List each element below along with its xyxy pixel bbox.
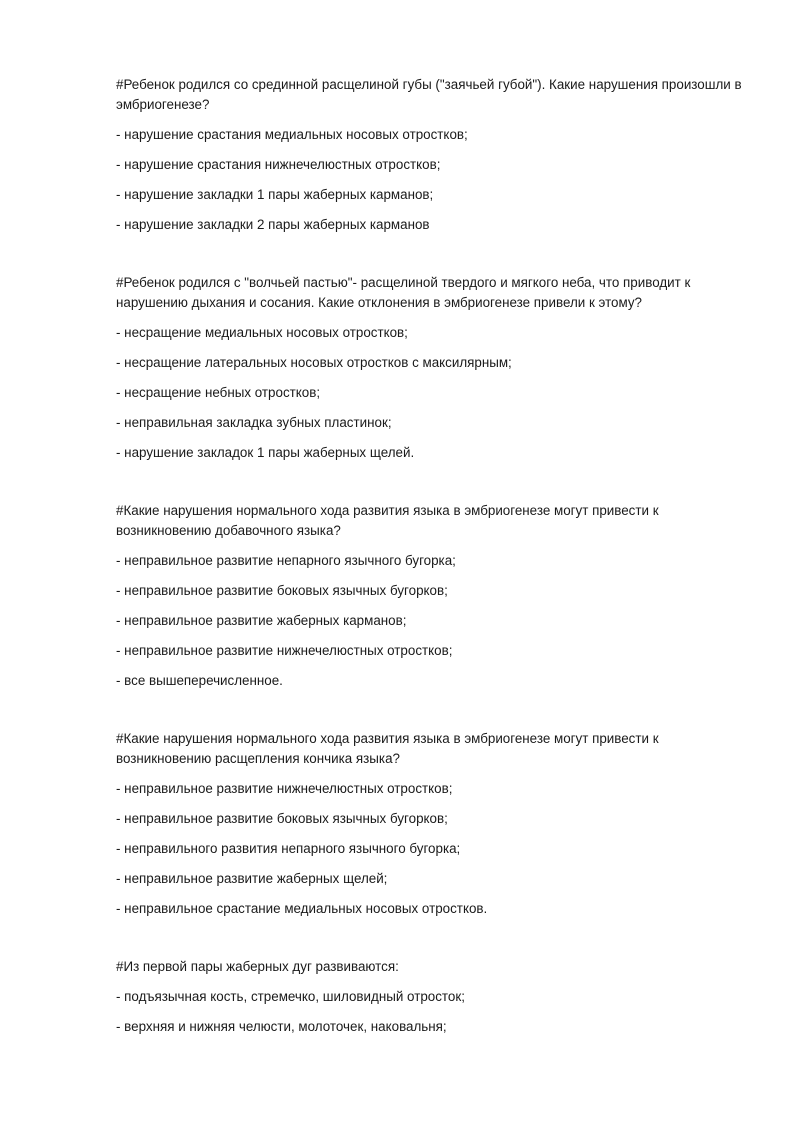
question-text: #Какие нарушения нормального хода развития языка в эмбриогенезе могут привести к возникновению добавочного языка?: [116, 503, 659, 538]
question-block: [116, 957, 752, 1037]
answer-option: - неправильное развитие боковых язычных бугорков;: [116, 811, 448, 826]
answer-option: - неправильное развитие жаберных щелей;: [116, 871, 388, 886]
answer-option: - все вышеперечисленное.: [116, 673, 283, 688]
question-text: #Какие нарушения нормального хода развития языка в эмбриогенезе могут привести к возникновению расщепления кончика языка?: [116, 731, 659, 766]
answer-option: - нарушение закладки 1 пары жаберных карманов;: [116, 187, 434, 202]
answer-option: - нарушение срастания медиальных носовых отростков;: [116, 127, 468, 142]
answer-option: - неправильное развитие нижнечелюстных отростков;: [116, 781, 453, 796]
answer-option: - несращение медиальных носовых отростков;: [116, 325, 408, 340]
question-text: #Ребенок родился со срединной расщелиной губы ("заячьей губой"). Какие нарушения произошли в эмбриогенезе?: [116, 77, 742, 112]
answer-option: - неправильное развитие непарного язычного бугорка;: [116, 553, 456, 568]
document-content: [116, 75, 752, 1075]
answer-option: - верхняя и нижняя челюсти, молоточек, наковальня;: [116, 1019, 447, 1034]
question-block: [116, 501, 752, 691]
answer-option: - неправильное срастание медиальных носовых отростков.: [116, 901, 488, 916]
question-block: [116, 729, 752, 919]
answer-option: - нарушение закладки 2 пары жаберных карманов: [116, 217, 430, 232]
question-block: [116, 75, 752, 235]
answer-option: - несращение небных отростков;: [116, 385, 321, 400]
question-text: #Из первой пары жаберных дуг развиваются:: [116, 959, 399, 974]
answer-option: - неправильное развитие жаберных карманов;: [116, 613, 407, 628]
answer-option: - неправильная закладка зубных пластинок;: [116, 415, 392, 430]
answer-option: - неправильное развитие нижнечелюстных отростков;: [116, 643, 453, 658]
answer-option: - нарушение срастания нижнечелюстных отростков;: [116, 157, 441, 172]
answer-option: - неправильное развитие боковых язычных бугорков;: [116, 583, 448, 598]
answer-option: - подъязычная кость, стремечко, шиловидный отросток;: [116, 989, 465, 1004]
question-text: #Ребенок родился с "волчьей пастью"- расщелиной твердого и мягкого неба, что приводит к нарушению дыхания и сосания. Какие отклонения в эмбриогенезе привели к этому?: [116, 275, 691, 310]
answer-option: - несращение латеральных носовых отростков с максилярным;: [116, 355, 512, 370]
question-block: [116, 273, 752, 463]
answer-option: - неправильного развития непарного язычного бугорка;: [116, 841, 461, 856]
answer-option: - нарушение закладок 1 пары жаберных щелей.: [116, 445, 415, 460]
